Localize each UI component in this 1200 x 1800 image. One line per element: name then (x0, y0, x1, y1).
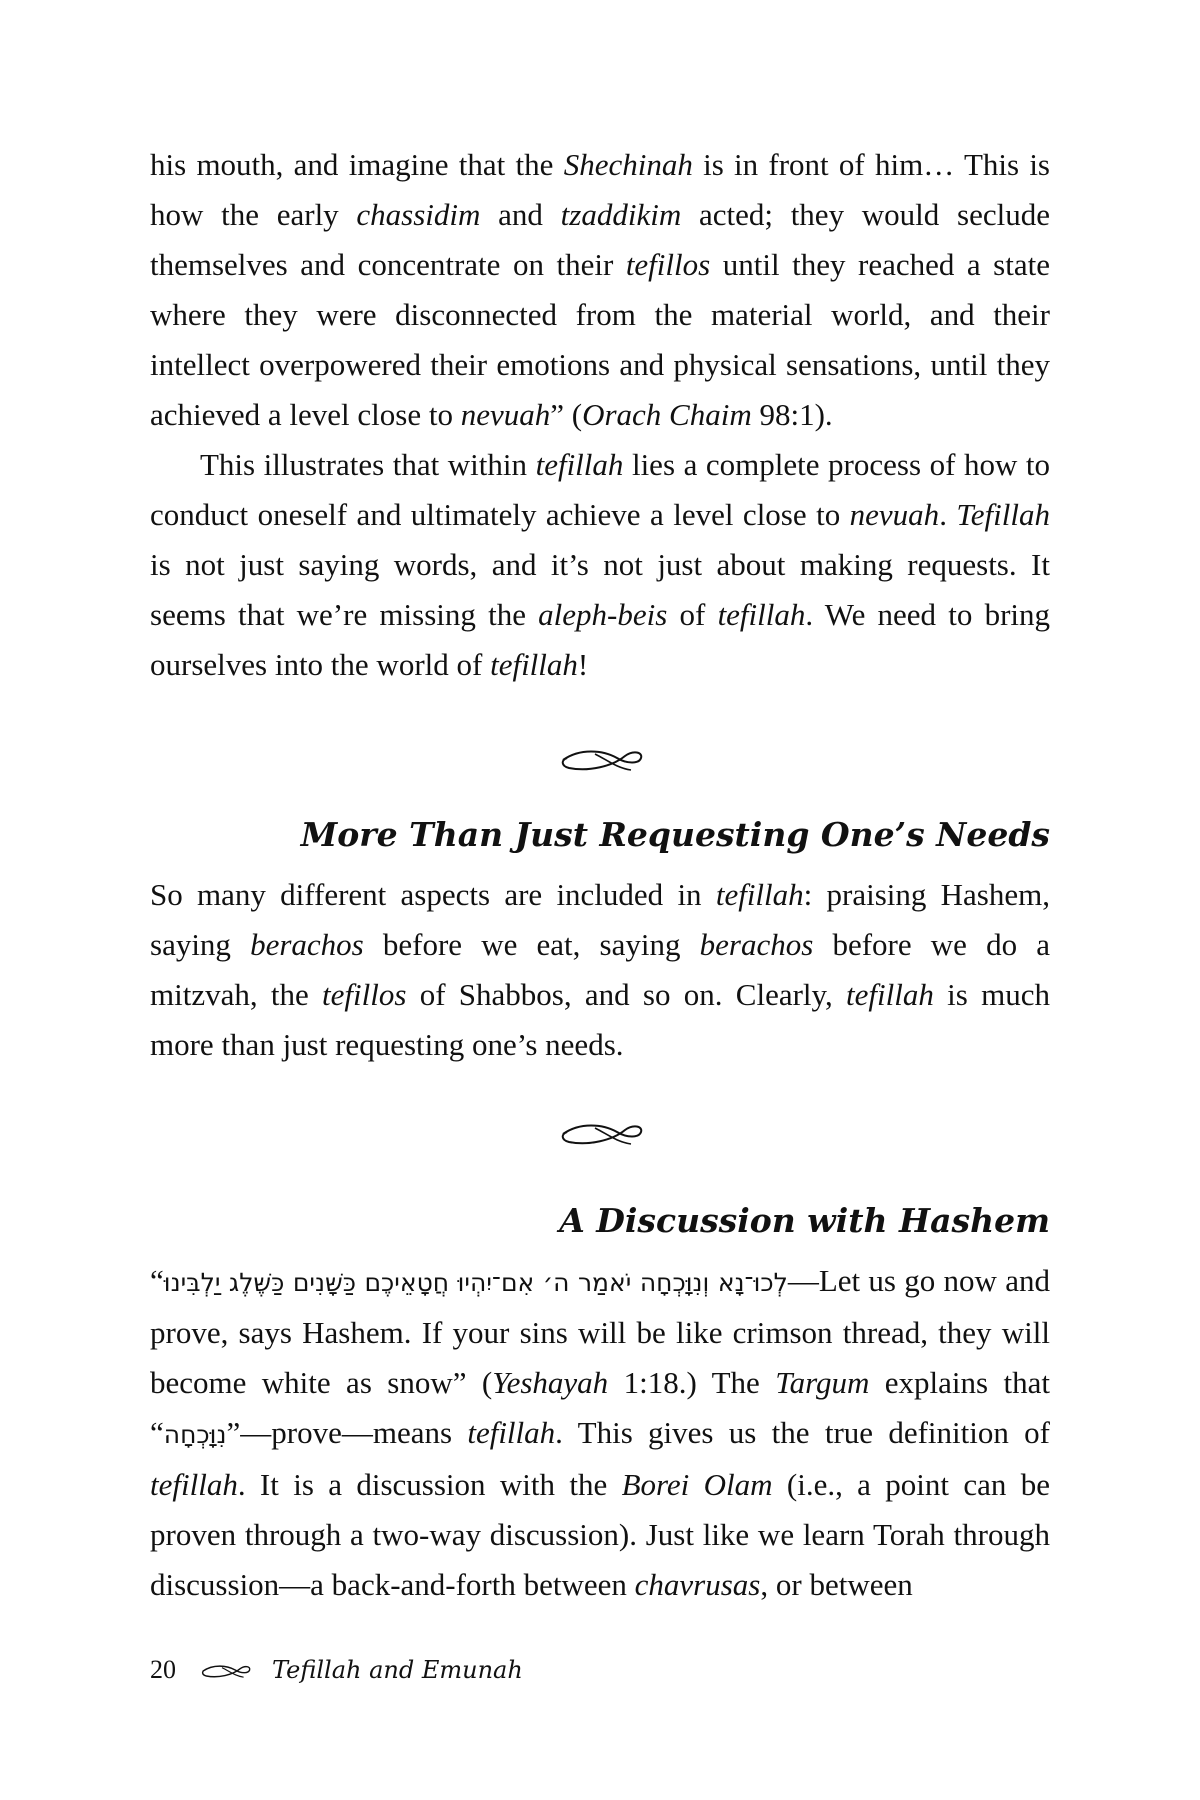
italic-term: nevuah (460, 397, 551, 432)
section-heading: A Discussion with Hashem (559, 1201, 1050, 1240)
text-run: his mouth, and imagine that the (150, 147, 564, 182)
page-body (150, 140, 1050, 1610)
text-run: lies a complete process of how to conduct oneself and ultimately achieve a level close to (150, 447, 1051, 532)
italic-term: Tefillah (956, 497, 1050, 532)
text-run: ”—prove—means (226, 1415, 468, 1450)
text-run: before we eat, saying (363, 927, 700, 962)
hebrew-verse: לְכוּ־נָא וְנִוָּכְחָה יֹאמַר ה׳ אִם־יִהְיוּ חֲטָאֵיכֶם כַּשָּׁנִים כַּשֶּׁלֶג יַלְבִּינוּ (163, 1268, 788, 1297)
paragraph-illustrates (150, 440, 1050, 690)
section-heading: More Than Just Requesting One’s Needs (300, 815, 1050, 854)
text-run: 98:1). (751, 397, 833, 432)
italic-term: tefillah (715, 877, 804, 912)
italic-term: tefillah (490, 647, 578, 682)
italic-source: Orach Chaim (582, 397, 752, 432)
text-run: acted; they would seclude themselves and concentrate on their (150, 197, 1050, 282)
italic-term: tefillos (625, 247, 711, 282)
text-run: . We need to bring ourselves into the world of (150, 597, 1051, 682)
italic-term: Borei Olam (621, 1467, 773, 1502)
italic-term: berachos (250, 927, 364, 962)
text-run: So many different aspects are included in (150, 877, 716, 912)
text-run: This illustrates that within (200, 447, 536, 482)
italic-term: nevuah (849, 497, 940, 532)
text-run: (i.e., a point can be proven through a two-way discussion). Just like we learn Torah through discussion—a back-and-forth between (150, 1467, 1050, 1602)
text-run: explains that “ (150, 1365, 1050, 1450)
paragraph-discussion (150, 1256, 1050, 1610)
running-head: Tefillah and Emunah (272, 1656, 523, 1684)
italic-term: berachos (699, 927, 814, 962)
paragraph-continuation (150, 140, 1050, 440)
italic-term: chassidim (356, 197, 481, 232)
text-run: is not just saying words, and it’s not just about making requests. It seems that we’re missing the (150, 547, 1050, 632)
text-run: until they reached a state where they were disconnected from the material world, and their intellect overpowered their emotions and physical sensations, until they achieved a level close to (150, 247, 1050, 432)
text-run: . (939, 497, 957, 532)
italic-term: tefillah (467, 1415, 556, 1450)
italic-term: tzaddikim (560, 197, 682, 232)
text-run: ” ( (550, 397, 583, 432)
flourish-ornament-icon (555, 738, 645, 778)
italic-term: Targum (775, 1365, 870, 1400)
flourish-ornament-icon (555, 1112, 645, 1152)
italic-term: tefillah (846, 977, 934, 1012)
italic-term: tefillah (535, 447, 624, 482)
text-run: and (480, 197, 561, 232)
text-run: . It is a discussion with the (237, 1467, 622, 1502)
text-run: : praising Hashem, saying (150, 877, 1050, 962)
text-run: —Let us go now and prove, says Hashem. If your sins will be like crimson thread, they will become white as snow” ( (150, 1263, 1050, 1400)
text-run: of (667, 597, 718, 632)
italic-term: aleph-beis (538, 597, 668, 632)
text-run: of Shabbos, and so on. Clearly, (406, 977, 847, 1012)
text-run: . This gives us the true definition of (555, 1415, 1050, 1450)
text-run: is much more than just requesting one’s needs. (150, 977, 1050, 1062)
italic-source: Yeshayah (492, 1365, 609, 1400)
page-footer (150, 1655, 523, 1685)
paragraph-aspects (150, 870, 1050, 1070)
italic-term: tefillah (717, 597, 806, 632)
italic-term: tefillah (150, 1467, 238, 1502)
text-run: before we do a mitzvah, the (150, 927, 1050, 1012)
page-number: 20 (150, 1655, 176, 1684)
text-run: ! (577, 647, 589, 682)
text-run: , or between (760, 1567, 913, 1602)
italic-term: Shechinah (563, 147, 693, 182)
text-run: 1:18.) The (608, 1365, 776, 1400)
italic-term: tefillos (322, 977, 407, 1012)
italic-term: chavrusas (634, 1567, 761, 1602)
hebrew-word: נִוָּכְחָה (163, 1420, 227, 1449)
text-run: is in front of him… This is how the early (150, 147, 1050, 232)
text-run: “ (150, 1263, 164, 1298)
flourish-ornament-icon (198, 1658, 252, 1682)
